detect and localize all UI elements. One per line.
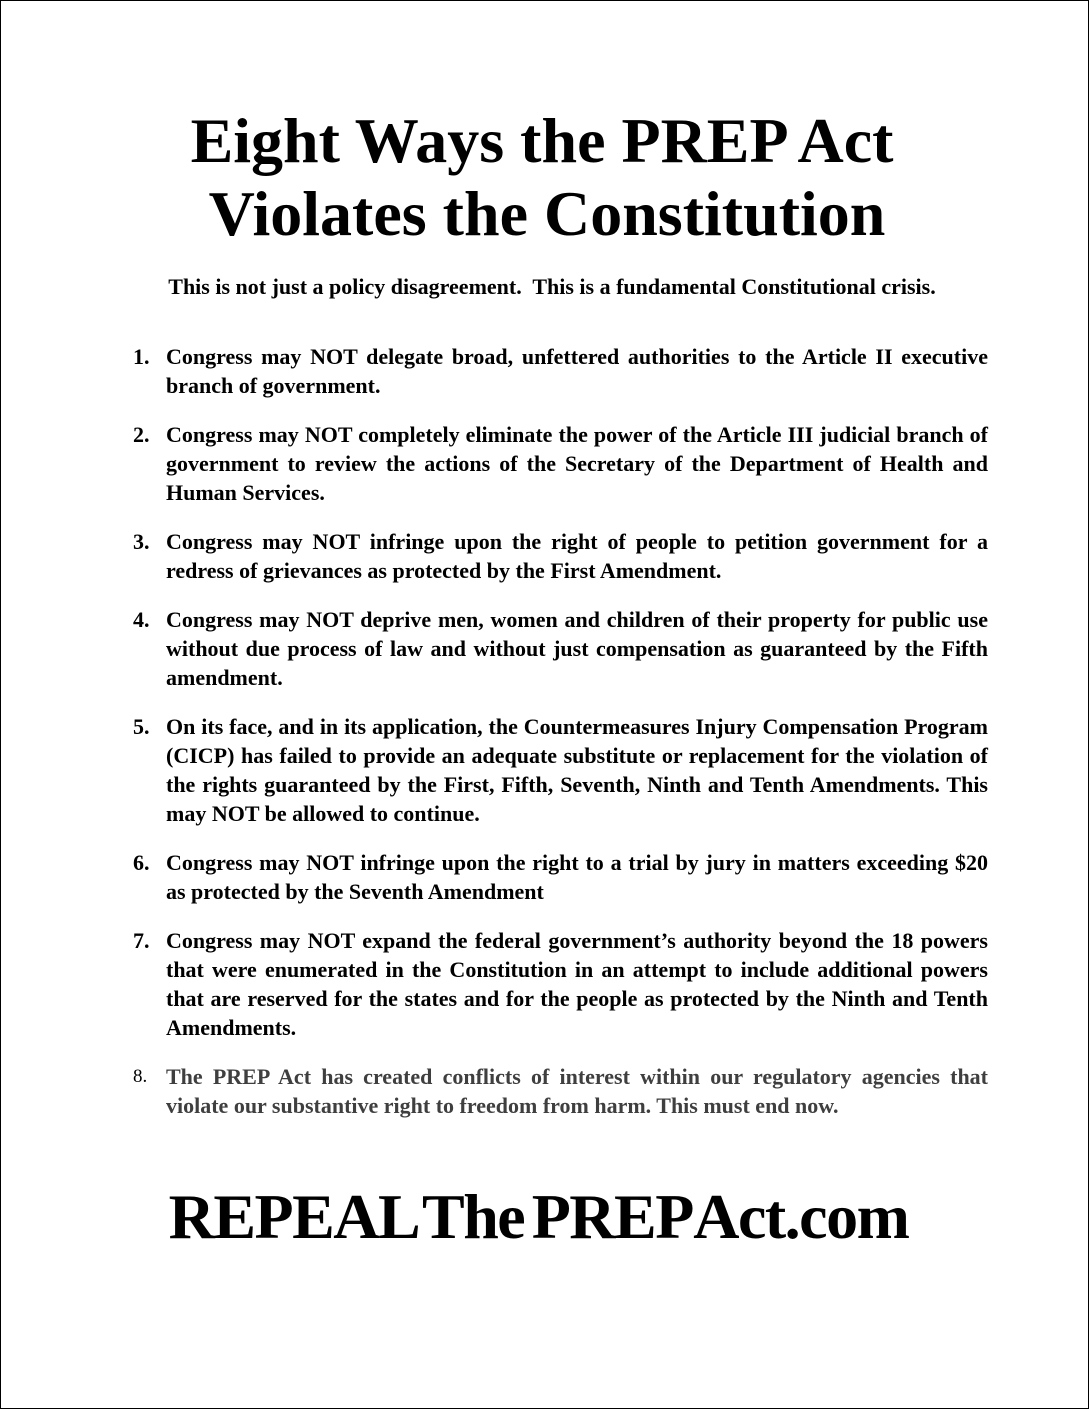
list-item bbox=[0, 527, 988, 585]
list-item-text: Congress may NOT infringe upon the right to a trial by jury in matters exceeding $20 as protected by the Seventh Amendment bbox=[166, 850, 988, 904]
list-item-number: 5. bbox=[133, 714, 150, 739]
list-item bbox=[0, 605, 988, 692]
list-item-text: Congress may NOT completely eliminate the power of the Article III judicial branch of government to review the actions of the Secretary of the Department of Health and Human Services. bbox=[166, 422, 988, 505]
list-item-text: The PREP Act has created conflicts of interest within our regulatory agencies that violate our substantive right to freedom from harm. This must end now. bbox=[166, 1064, 988, 1118]
list-item bbox=[0, 712, 988, 828]
title-line-1: Eight Ways the PREP Act bbox=[190, 105, 894, 176]
list-item-number: 7. bbox=[133, 928, 150, 953]
footer-website: REPEAL The PREP Act.com bbox=[168, 1181, 909, 1252]
list-item-number: 6. bbox=[133, 850, 150, 875]
subtitle: This is not just a policy disagreement. This is a fundamental Constitutional crisis. bbox=[168, 274, 936, 299]
list-item-text: Congress may NOT deprive men, women and children of their property for public use without due process of law and without just compensation as guaranteed by the Fifth amendment. bbox=[166, 607, 988, 690]
list-item-text: Congress may NOT delegate broad, unfettered authorities to the Article II executive branch of government. bbox=[166, 344, 988, 398]
list-item bbox=[0, 342, 988, 400]
list-item-text: Congress may NOT expand the federal government’s authority beyond the 18 powers that were enumerated in the Constitution in an attempt to include additional powers that are reserved for the states and for the people as protected by the Ninth and Tenth Amendments. bbox=[166, 928, 988, 1040]
list-item-number: 2. bbox=[133, 422, 150, 447]
list-item bbox=[0, 1062, 988, 1120]
page-title bbox=[0, 104, 1089, 250]
list-item-number: 3. bbox=[133, 529, 150, 554]
list-item bbox=[0, 848, 988, 906]
list-item bbox=[0, 420, 988, 507]
list-item-text: On its face, and in its application, the Countermeasures Injury Compensation Program (CICP) has failed to provide an adequate substitute or replacement for the violation of the rights guaranteed by the First, Fifth, Seventh, Ninth and Tenth Amendments. This may NOT be allowed to continue. bbox=[166, 714, 988, 826]
violations-list bbox=[0, 342, 1089, 1140]
title-line-2: Violates the Constitution bbox=[208, 178, 886, 249]
list-item bbox=[0, 926, 988, 1042]
list-item-number: 1. bbox=[133, 344, 150, 369]
list-item-text: Congress may NOT infringe upon the right of people to petition government for a redress of grievances as protected by the First Amendment. bbox=[166, 529, 988, 583]
list-item-number: 4. bbox=[133, 607, 150, 632]
list-item-number: 8. bbox=[133, 1066, 148, 1087]
